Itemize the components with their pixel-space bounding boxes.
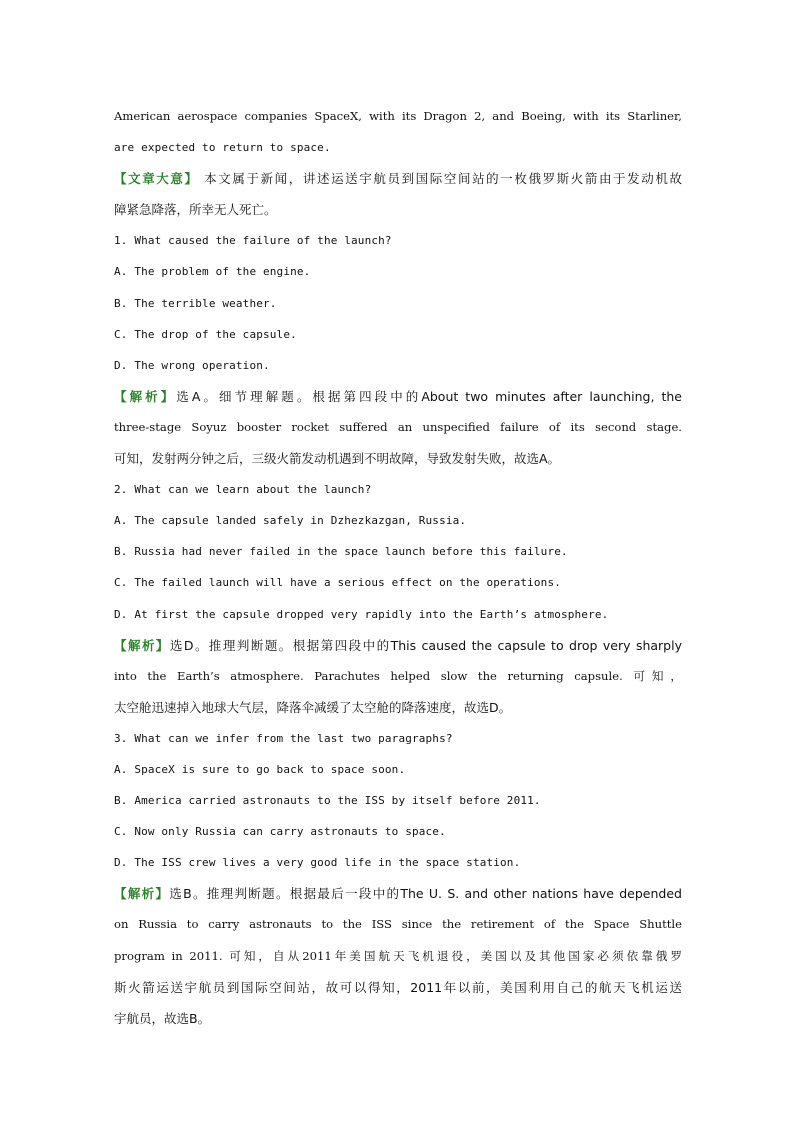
summary-tag: 【文章大意】 [114, 171, 199, 187]
analysis-text: 选A。细节理解题。根据第四段中的About two minutes after launching, the [176, 388, 682, 404]
summary-text: 本文属于新闻，讲述运送宇航员到国际空间站的一枚俄罗斯火箭由于发动机故 [198, 171, 682, 187]
question-2-option-d: D. At first the capsule dropped very rapidly into the Earth’s atmosphere. [114, 607, 609, 621]
analysis-tag: 【解析】 [114, 388, 177, 404]
question-1-analysis-line-3: 可知，发射两分钟之后，三级火箭发动机遇到不明故障，导致发射失败，故选A。 [114, 451, 561, 467]
analysis-tag: 【解析】 [114, 637, 170, 653]
summary-line-2: 障紧急降落，所幸无人死亡。 [114, 202, 277, 218]
question-3-stem: 3. What can we infer from the last two paragraphs? [114, 731, 453, 745]
question-3-option-b: B. America carried astronauts to the ISS by itself before 2011. [114, 794, 541, 808]
question-1-analysis-line-1 [114, 381, 682, 412]
question-1-option-d: D. The wrong operation. [114, 358, 270, 372]
summary-line-1 [114, 163, 682, 194]
analysis-tag: 【解析】 [114, 886, 170, 902]
question-1-analysis-line-2: three-stage Soyuz booster rocket suffered an unspecified failure of its second stage. [114, 419, 682, 434]
intro-line-2: are expected to return to space. [114, 141, 331, 155]
question-1-option-b: B. The terrible weather. [114, 296, 277, 310]
question-3-analysis-line-4: 斯火箭运送宇航员到国际空间站，故可以得知，2011年以前，美国利用自己的航天飞机运送 [114, 979, 682, 995]
question-3-option-d: D. The ISS crew lives a very good life in the space station. [114, 856, 521, 870]
question-2-option-a: A. The capsule landed safely in Dzhezkazgan, Russia. [114, 514, 467, 528]
question-3-analysis-line-1 [114, 878, 682, 909]
analysis-text: 选D。推理判断题。根据第四段中的This caused the capsule to drop very sharply [169, 637, 682, 653]
question-3-analysis-line-2: on Russia to carry astronauts to the ISS since the retirement of the Space Shuttle [114, 917, 682, 932]
question-2-analysis-line-2: into the Earth’s atmosphere. Parachutes helped slow the returning capsule. 可知， [114, 668, 682, 683]
question-1-option-a: A. The problem of the engine. [114, 265, 311, 279]
document-body [114, 101, 682, 1034]
question-2-option-c: C. The failed launch will have a serious effect on the operations. [114, 576, 561, 590]
question-3-option-c: C. Now only Russia can carry astronauts to space. [114, 825, 446, 839]
analysis-text: 选B。推理判断题。根据最后一段中的The U. S. and other nations have depended [169, 886, 682, 902]
question-3-analysis-line-3: program in 2011. 可知，自从2011年美国航天飞机退役，美国以及其他国家必须依靠俄罗 [114, 948, 682, 963]
question-1-option-c: C. The drop of the capsule. [114, 327, 297, 341]
question-2-analysis-line-1 [114, 630, 682, 661]
question-3-analysis-line-5: 宇航员，故选B。 [114, 1010, 211, 1026]
intro-line-1: American aerospace companies SpaceX, with its Dragon 2, and Boeing, with its Starliner, [114, 109, 682, 123]
question-1-stem: 1. What caused the failure of the launch? [114, 234, 392, 248]
question-2-option-b: B. Russia had never failed in the space launch before this failure. [114, 545, 568, 559]
question-3-option-a: A. SpaceX is sure to go back to space soon. [114, 762, 406, 776]
question-2-analysis-line-3: 太空舱迅速掉入地球大气层，降落伞减缓了太空舱的降落速度，故选D。 [114, 699, 512, 715]
question-2-stem: 2. What can we learn about the launch? [114, 483, 372, 497]
